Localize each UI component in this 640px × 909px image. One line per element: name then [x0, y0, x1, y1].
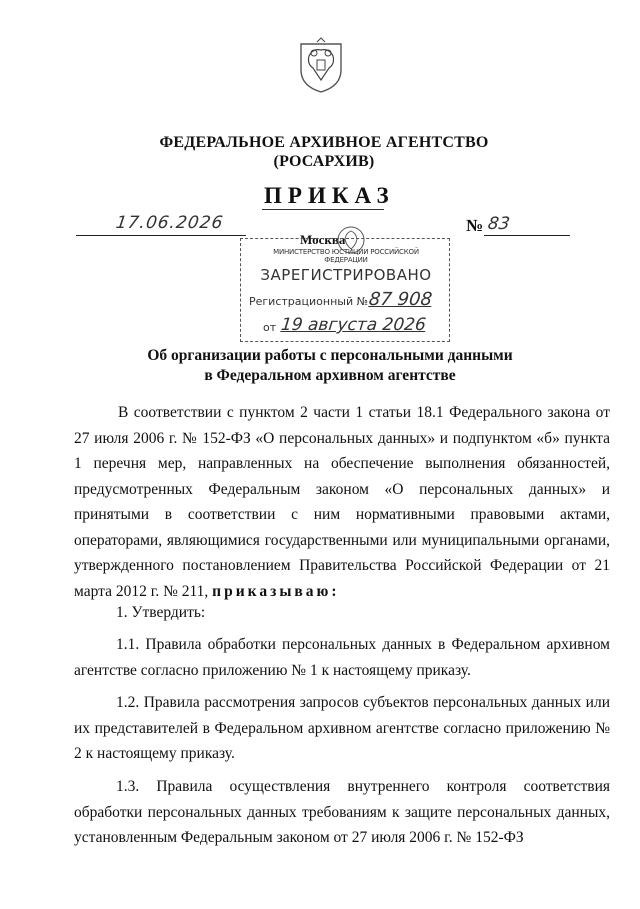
stamp-date: 19 августа 2026	[279, 315, 427, 335]
coat-of-arms-icon	[295, 36, 347, 94]
stamp-reg-number-label: Регистрационный №	[249, 295, 369, 308]
order-number: 83	[486, 214, 512, 234]
order-date: 17.06.2026	[114, 213, 225, 233]
number-underline	[484, 235, 570, 236]
item-1-2: 1.2. Правила рассмотрения запросов субъектов персональных данных или их представителей в Федеральном архивном агентстве согласно приложению № 2 к настоящему приказу.	[74, 694, 610, 762]
item-1-1: 1.1. Правила обработки персональных данных в Федеральном архивном агентстве согласно приложению № 1 к настоящему приказу.	[74, 636, 610, 679]
city: Москва	[300, 232, 346, 247]
preamble-paragraph	[74, 400, 610, 604]
stamp-ministry: МИНИСТЕРСТВО ЮСТИЦИИ РОССИЙСКОЙ ФЕДЕРАЦИИ	[273, 248, 419, 264]
agency-name: ФЕДЕРАЛЬНОЕ АРХИВНОЕ АГЕНТСТВО	[159, 134, 489, 151]
date-underline	[76, 235, 246, 236]
subject-line-2: в Федеральном архивном агентстве	[204, 367, 456, 384]
item-1: 1. Утвердить:	[116, 604, 206, 621]
stamp-registered: ЗАРЕГИСТРИРОВАНО	[260, 266, 432, 284]
preamble-text: В соответствии с пунктом 2 части 1 статьи 18.1 Федерального закона от 27 июля 2006 г. № 152-ФЗ «О персональных данных» и подпунктом «б» пункта 1 перечня мер, направленных на обеспечение выполнения обязанностей, предусмотренных Федеральным законом «О персональных данных» и принятыми в соответствии с ним нормативными правовыми актами, операторами, являющимися государственными или муниципальными органами, утвержденного постановлением Правительства Российской Федерации от 21 марта 2012 г. № 211,	[74, 404, 610, 600]
stamp-date-prefix: от	[263, 321, 277, 334]
registration-stamp	[240, 238, 450, 342]
number-label: №	[466, 216, 484, 235]
subject-line-1: Об организации работы с персональными данными	[147, 347, 513, 364]
agency-abbreviation: (РОСАРХИВ)	[273, 153, 375, 170]
document-type: ПРИКАЗ	[264, 183, 395, 208]
stamp-reg-number: 87 908	[367, 289, 434, 310]
item-1-3: 1.3. Правила осуществления внутреннего контроля соответствия обработки персональных данных требованиям к защите персональных данных, установленным Федеральным законом от 27 июля 2006 г. № 152-ФЗ	[74, 778, 610, 846]
doc-type-underline	[262, 209, 384, 210]
order-word: приказываю:	[212, 582, 340, 600]
